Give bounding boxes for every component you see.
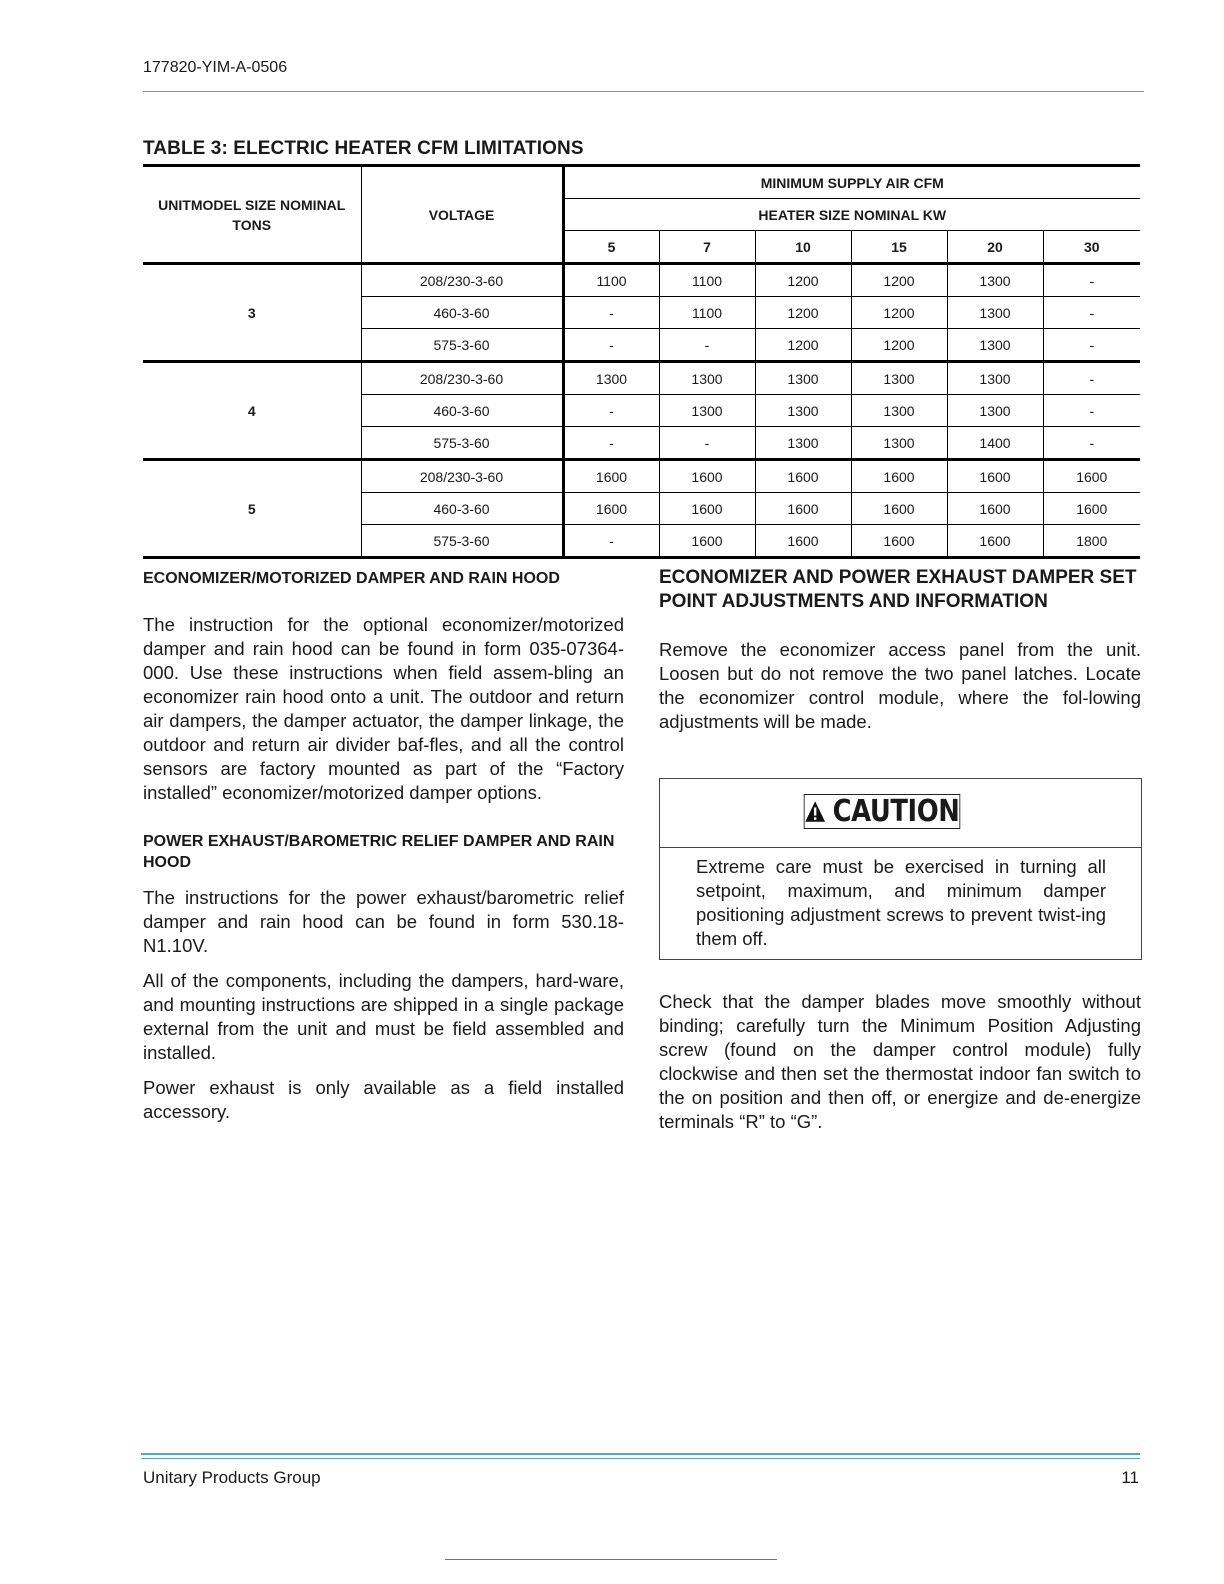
table-row — [143, 362, 1140, 395]
cfm-value-cell: 1600 — [755, 525, 851, 558]
cfm-value-cell: 1300 — [851, 395, 947, 427]
voltage-header: VOLTAGE — [361, 166, 563, 264]
cfm-value-cell: 1600 — [563, 493, 659, 525]
table-row — [143, 264, 1140, 297]
cfm-value-cell: 1600 — [659, 460, 755, 493]
cfm-value-cell: 1200 — [755, 264, 851, 297]
cfm-value-cell: 1600 — [755, 460, 851, 493]
kw-header: 15 — [851, 231, 947, 264]
economizer-damper-heading: ECONOMIZER/MOTORIZED DAMPER AND RAIN HOOD — [143, 570, 560, 587]
page-number: 11 — [1121, 1468, 1139, 1487]
cfm-value-cell: 1600 — [851, 525, 947, 558]
bottom-link-line — [445, 1559, 777, 1560]
cfm-value-cell: 1100 — [659, 264, 755, 297]
caution-text: Extreme care must be exercised in turning all setpoint, maximum, and minimum damper positioning adjustment screws to prevent twist-ing them off. — [696, 856, 1106, 949]
cfm-value-cell: 1300 — [755, 362, 851, 395]
cfm-value-cell: 1600 — [947, 493, 1043, 525]
cfm-value-cell: 1400 — [947, 427, 1043, 460]
cfm-value-cell: - — [1043, 297, 1140, 329]
cfm-value-cell: 1300 — [947, 395, 1043, 427]
document-id: 177820-YIM-A-0506 — [143, 59, 288, 76]
cfm-value-cell: 1200 — [851, 297, 947, 329]
cfm-value-cell: 1200 — [755, 329, 851, 362]
cfm-value-cell: - — [563, 427, 659, 460]
kw-header: 30 — [1043, 231, 1140, 264]
cfm-value-cell: - — [1043, 264, 1140, 297]
kw-header: 7 — [659, 231, 755, 264]
economizer-damper-paragraph: The instruction for the optional economizer/motorized damper and rain hood can be found in form 035-07364-000. Use these instructions when field assem-bling an economizer rain hood onto a unit. The outdoor and return air dampers, the damper actuator, the damper linkage, the outdoor and return air divider baf-fles, and all the control sensors are factory mounted as part of the “Factory installed” economizer/motorized damper options. — [143, 614, 624, 803]
damper-blades-paragraph: Check that the damper blades move smoothly without binding; carefully turn the Minimum Position Adjusting screw (found on the damper control module) fully clockwise and then set the thermostat indoor fan switch to the on position and then off, or energize and de-energize terminals “R” to “G”. — [659, 991, 1141, 1132]
cfm-value-cell: 1100 — [659, 297, 755, 329]
cfm-value-cell: - — [1043, 362, 1140, 395]
cfm-value-cell: 1300 — [851, 427, 947, 460]
caution-label: CAUTION — [832, 794, 960, 829]
left-column — [143, 568, 624, 1124]
unit-size-cell: 4 — [143, 362, 361, 460]
footer-rule — [141, 1453, 1140, 1455]
cfm-value-cell: 1600 — [755, 493, 851, 525]
voltage-cell: 575-3-60 — [361, 427, 563, 460]
cfm-value-cell: 1600 — [1043, 460, 1140, 493]
right-column-top — [659, 566, 1141, 734]
cfm-value-cell: 1300 — [659, 362, 755, 395]
kw-header: 10 — [755, 231, 851, 264]
warning-triangle-icon — [805, 798, 826, 825]
cfm-value-cell: - — [1043, 329, 1140, 362]
voltage-cell: 208/230-3-60 — [361, 460, 563, 493]
cfm-value-cell: 1300 — [755, 427, 851, 460]
heater-size-header: HEATER SIZE NOMINAL KW — [563, 199, 1140, 231]
cfm-value-cell: - — [563, 395, 659, 427]
cfm-value-cell: 1300 — [947, 264, 1043, 297]
cfm-value-cell: - — [659, 427, 755, 460]
voltage-cell: 575-3-60 — [361, 525, 563, 558]
table-body — [143, 264, 1140, 558]
cfm-value-cell: 1600 — [851, 460, 947, 493]
cfm-value-cell: 1200 — [851, 264, 947, 297]
cfm-value-cell: 1300 — [947, 362, 1043, 395]
min-supply-air-header: MINIMUM SUPPLY AIR CFM — [563, 166, 1140, 199]
cfm-value-cell: 1600 — [947, 460, 1043, 493]
cfm-value-cell: - — [1043, 427, 1140, 460]
cfm-value-cell: - — [563, 525, 659, 558]
cfm-value-cell: 1300 — [563, 362, 659, 395]
cfm-value-cell: 1100 — [563, 264, 659, 297]
voltage-cell: 460-3-60 — [361, 493, 563, 525]
set-point-heading: ECONOMIZER AND POWER EXHAUST DAMPER SET POINT ADJUSTMENTS AND INFORMATION — [659, 567, 1137, 612]
cfm-value-cell: 1600 — [659, 493, 755, 525]
footer-company: Unitary Products Group — [143, 1468, 321, 1487]
header-rule — [143, 91, 1144, 92]
cfm-limitations-table — [143, 164, 1140, 559]
cfm-value-cell: 1200 — [755, 297, 851, 329]
cfm-value-cell: - — [563, 297, 659, 329]
voltage-cell: 460-3-60 — [361, 395, 563, 427]
caution-box — [659, 778, 1142, 960]
footer-rule — [141, 1458, 1140, 1459]
cfm-value-cell: 1300 — [659, 395, 755, 427]
cfm-value-cell: - — [1043, 395, 1140, 427]
voltage-cell: 208/230-3-60 — [361, 264, 563, 297]
cfm-value-cell: 1600 — [1043, 493, 1140, 525]
power-exhaust-paragraph: The instructions for the power exhaust/barometric relief damper and rain hood can be found in form 530.18-N1.10V. — [143, 887, 624, 956]
caution-badge — [804, 794, 961, 829]
cfm-value-cell: 1200 — [851, 329, 947, 362]
cfm-value-cell: - — [563, 329, 659, 362]
voltage-cell: 208/230-3-60 — [361, 362, 563, 395]
kw-header: 5 — [563, 231, 659, 264]
cfm-value-cell: 1600 — [851, 493, 947, 525]
cfm-value-cell: - — [659, 329, 755, 362]
table-row — [143, 460, 1140, 493]
voltage-cell: 575-3-60 — [361, 329, 563, 362]
cfm-value-cell: 1800 — [1043, 525, 1140, 558]
cfm-value-cell: 1300 — [947, 329, 1043, 362]
kw-header: 20 — [947, 231, 1043, 264]
unit-size-cell: 3 — [143, 264, 361, 362]
cfm-value-cell: 1300 — [947, 297, 1043, 329]
cfm-value-cell: 1300 — [755, 395, 851, 427]
caution-header — [660, 779, 1141, 848]
cfm-value-cell: 1600 — [947, 525, 1043, 558]
voltage-cell: 460-3-60 — [361, 297, 563, 329]
right-column-bottom — [659, 990, 1141, 1134]
power-exhaust-accessory-paragraph: Power exhaust is only available as a field installed accessory. — [143, 1077, 624, 1122]
access-panel-paragraph: Remove the economizer access panel from the unit. Loosen but do not remove the two panel latches. Locate the economizer control module, where the fol-lowing adjustments will be made. — [659, 639, 1141, 732]
unit-size-cell: 5 — [143, 460, 361, 558]
power-exhaust-heading: POWER EXHAUST/BAROMETRIC RELIEF DAMPER AND RAIN HOOD — [143, 833, 615, 871]
components-paragraph: All of the components, including the dampers, hard-ware, and mounting instructions are shipped in a single package external from the unit and must be field assembled and installed. — [143, 970, 624, 1063]
unit-size-header: UNITMODEL SIZE NOMINAL TONS — [143, 166, 361, 264]
cfm-value-cell: 1600 — [659, 525, 755, 558]
cfm-value-cell: 1300 — [851, 362, 947, 395]
cfm-value-cell: 1600 — [563, 460, 659, 493]
table-title: TABLE 3: ELECTRIC HEATER CFM LIMITATIONS — [143, 138, 584, 159]
